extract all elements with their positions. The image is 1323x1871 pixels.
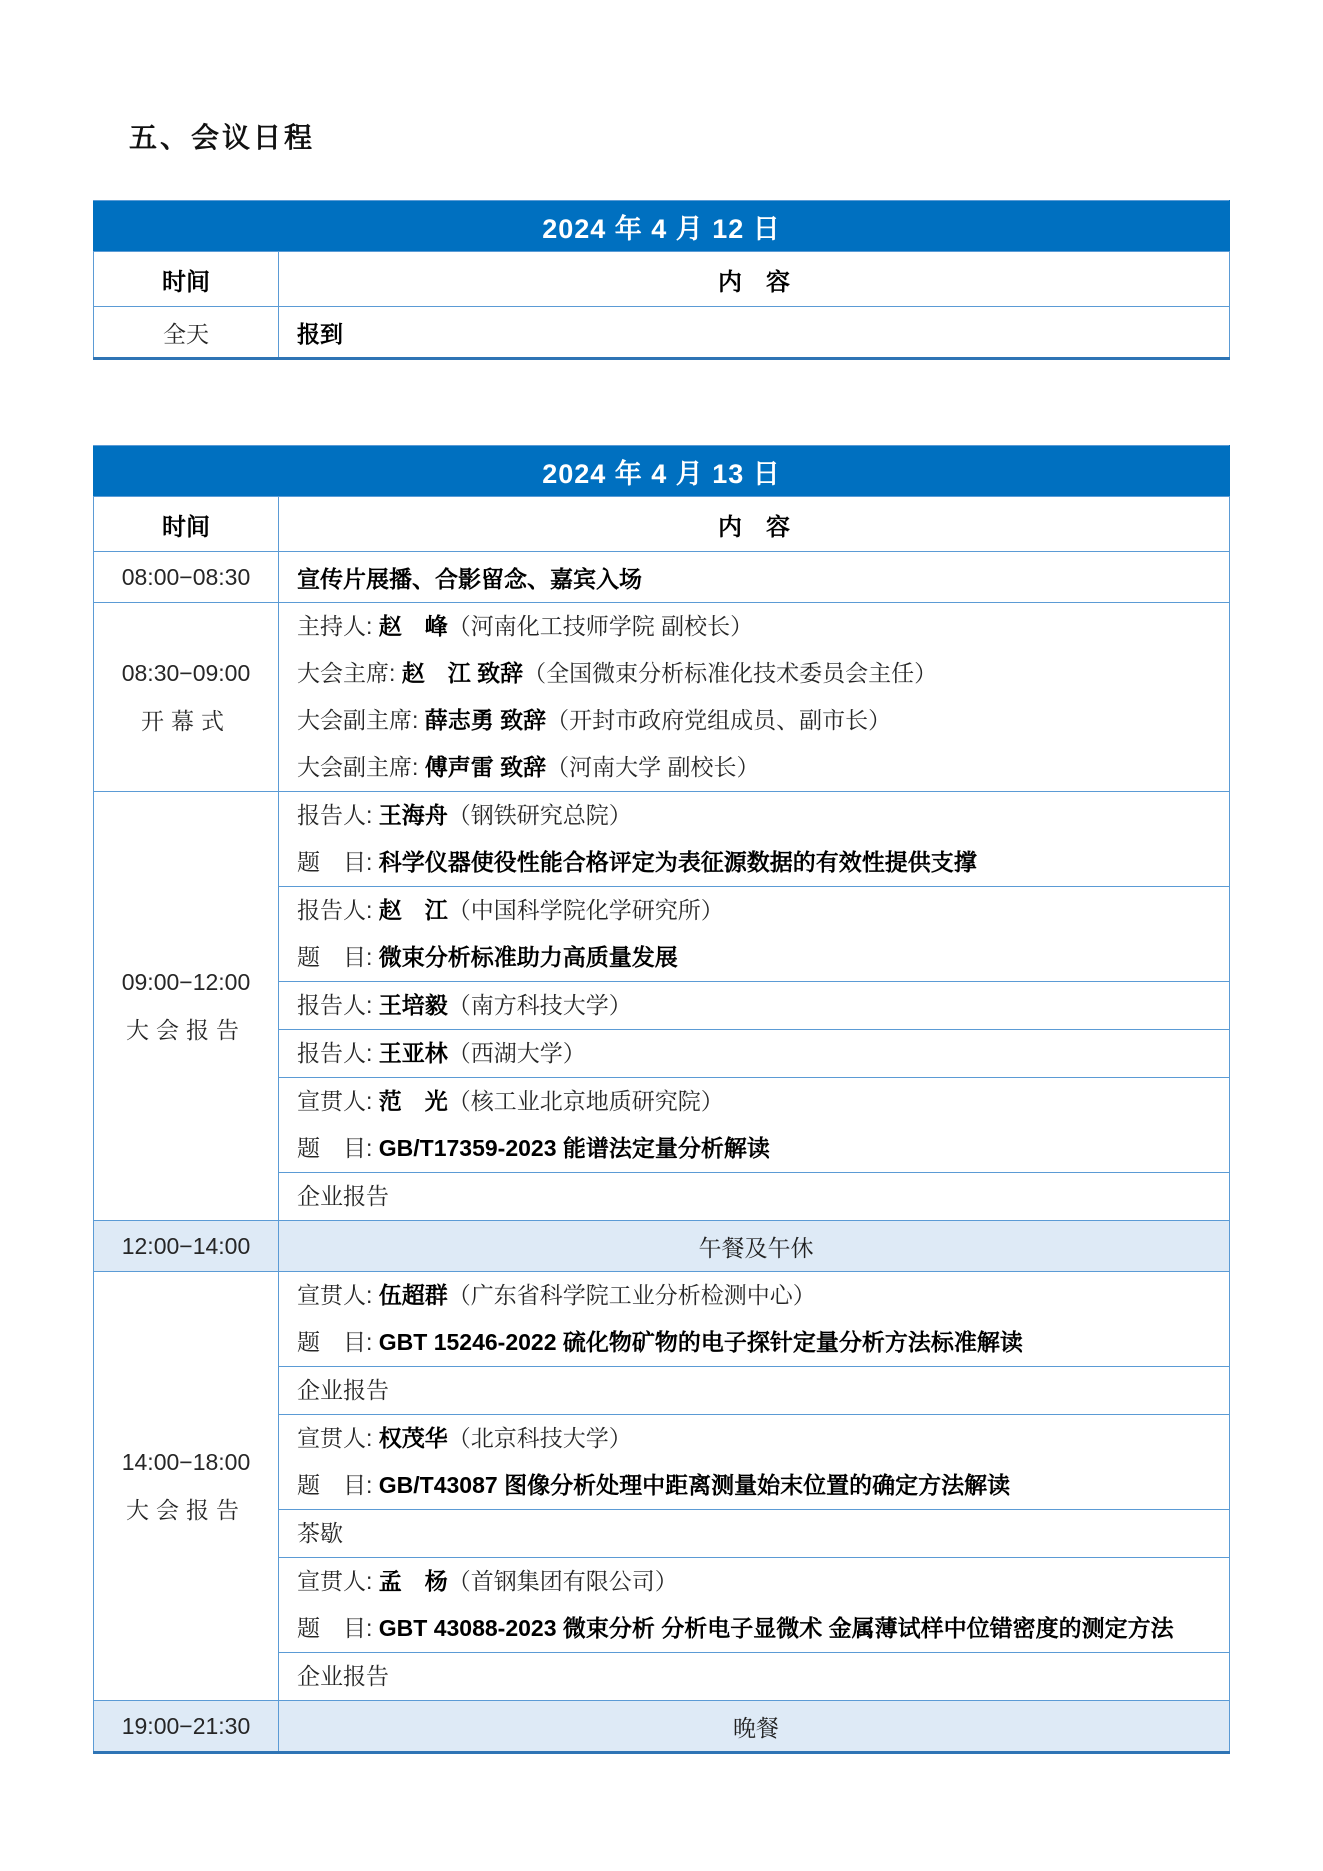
content-cell-speaker [279,1415,1230,1510]
content-cell-speaker [279,982,1230,1030]
person-name: 薛志勇 致辞 [424,707,547,733]
column-header-time: 时间 [94,252,279,307]
content-cell-dinner: 晚餐 [279,1701,1230,1753]
agenda-line [297,887,1215,934]
session-name: 大会报告 [126,1497,246,1523]
affiliation: （广东省科学院工业分析检测中心） [447,1282,816,1308]
agenda-line [297,1367,1215,1414]
topic-label: 题 目: [297,1329,379,1355]
content-cell-company-report [279,1653,1230,1701]
agenda-line [297,1173,1215,1220]
topic-title: GBT 15246-2022 硫化物矿物的电子探针定量分析方法标准解读 [378,1329,1023,1355]
topic-title: GB/T43087 图像分析处理中距离测量始末位置的确定方法解读 [378,1472,1011,1498]
time-range: 08:30−09:00 [121,660,251,686]
topic-label: 题 目: [297,1472,379,1498]
topic-label: 题 目: [297,1135,379,1161]
time-cell: 19:00−21:30 [94,1701,279,1753]
topic-title: GBT 43088-2023 微束分析 分析电子显微术 金属薄试样中位错密度的测定方法 [378,1615,1174,1641]
role-label: 报告人: [297,992,379,1018]
content-cell: 报到 [279,307,1230,359]
session-name: 大会报告 [126,1017,246,1043]
page-title: 五、会议日程 [129,123,316,154]
content-cell-company-report [279,1367,1230,1415]
role-label: 报告人: [297,897,379,923]
agenda-line [297,1653,1215,1700]
role-label: 大会主席: [297,660,402,686]
affiliation: （全国微束分析标准化技术委员会主任） [523,660,938,686]
person-name: 王培毅 [378,992,448,1018]
person-name: 范 光 [378,1088,448,1114]
affiliation: （河南化工技师学院 副校长） [447,613,754,639]
agenda-line [297,744,1215,791]
agenda-line [297,1319,1215,1366]
column-header-row [94,497,1230,552]
agenda-line [297,1415,1215,1462]
person-name: 赵 江 致辞 [401,660,524,686]
time-cell-afternoon [94,1272,279,1701]
role-label: 报告人: [297,1040,379,1066]
plain-text: 茶歇 [297,1520,343,1546]
schedule-table-april-12-wrap [93,200,1230,360]
affiliation: （南方科技大学） [447,992,632,1018]
date-header: 2024 年 4 月 12 日 [94,201,1230,252]
table-row-dinner [94,1701,1230,1753]
role-label: 主持人: [297,613,379,639]
agenda-line [297,1605,1215,1652]
topic-title: GB/T17359-2023 能谱法定量分析解读 [378,1135,770,1161]
content-cell-speaker [279,1078,1230,1173]
agenda-line [297,1272,1215,1319]
agenda-line [297,982,1215,1029]
schedule-table-april-13-wrap [93,445,1230,1754]
agenda-line [297,1558,1215,1605]
schedule-table-april-12 [93,200,1230,360]
topic-label: 题 目: [297,849,379,875]
date-header-row [94,446,1230,497]
affiliation: （西湖大学） [447,1040,586,1066]
content-cell-speaker [279,792,1230,887]
role-label: 大会副主席: [297,707,425,733]
person-name: 傅声雷 致辞 [424,754,547,780]
column-header-row [94,252,1230,307]
role-label: 宣贯人: [297,1088,379,1114]
person-name: 孟 杨 [378,1568,448,1594]
content-cell: 宣传片展播、合影留念、嘉宾入场 [279,552,1230,603]
time-cell-morning [94,792,279,1221]
role-label: 大会副主席: [297,754,425,780]
topic-label: 题 目: [297,944,379,970]
table-row-lunch [94,1221,1230,1272]
affiliation: （核工业北京地质研究院） [447,1088,724,1114]
agenda-line [297,650,1215,697]
content-cell-company-report [279,1173,1230,1221]
content-cell-speaker [279,1558,1230,1653]
agenda-line [297,1510,1215,1557]
affiliation: （钢铁研究总院） [447,802,632,828]
date-header: 2024 年 4 月 13 日 [94,446,1230,497]
time-cell: 全天 [94,307,279,359]
column-header-time: 时间 [94,497,279,552]
table-row-morning-1 [94,792,1230,887]
affiliation: （北京科技大学） [447,1425,632,1451]
time-cell: 08:00−08:30 [94,552,279,603]
time-cell-opening [94,603,279,792]
schedule-table-april-13 [93,445,1230,1754]
role-label: 宣贯人: [297,1568,379,1594]
table-row-intro [94,552,1230,603]
content-cell-speaker [279,887,1230,982]
agenda-line [297,1462,1215,1509]
agenda-line [297,839,1215,886]
content-cell-lunch: 午餐及午休 [279,1221,1230,1272]
content-cell-tea-break [279,1510,1230,1558]
table-row-afternoon-1 [94,1272,1230,1367]
role-label: 宣贯人: [297,1282,379,1308]
plain-text: 企业报告 [297,1183,389,1209]
affiliation: （开封市政府党组成员、副市长） [546,707,892,733]
agenda-line [297,697,1215,744]
table-row [94,307,1230,359]
content-cell-speaker [279,1272,1230,1367]
person-name: 赵 峰 [378,613,448,639]
person-name: 王海舟 [378,802,448,828]
person-name: 赵 江 [378,897,448,923]
topic-label: 题 目: [297,1615,379,1641]
role-label: 报告人: [297,802,379,828]
topic-title: 微束分析标准助力高质量发展 [378,944,678,970]
time-cell: 12:00−14:00 [94,1221,279,1272]
person-name: 王亚林 [378,1040,448,1066]
table-row-opening [94,603,1230,792]
content-cell-speaker [279,1030,1230,1078]
agenda-line [297,934,1215,981]
affiliation: （河南大学 副校长） [546,754,760,780]
agenda-line [297,1078,1215,1125]
time-range: 14:00−18:00 [121,1449,251,1475]
column-header-content: 内 容 [279,497,1230,552]
time-range: 09:00−12:00 [121,969,251,995]
role-label: 宣贯人: [297,1425,379,1451]
session-name: 开幕式 [141,708,231,734]
person-name: 伍超群 [378,1282,448,1308]
affiliation: （中国科学院化学研究所） [447,897,724,923]
plain-text: 企业报告 [297,1663,389,1689]
content-cell-opening [279,603,1230,792]
agenda-line [297,1125,1215,1172]
agenda-line [297,603,1215,650]
agenda-line [297,792,1215,839]
plain-text: 企业报告 [297,1377,389,1403]
column-header-content: 内 容 [279,252,1230,307]
person-name: 权茂华 [378,1425,448,1451]
topic-title: 科学仪器使役性能合格评定为表征源数据的有效性提供支撑 [378,849,977,875]
agenda-page [93,0,1230,1754]
date-header-row [94,201,1230,252]
affiliation: （首钢集团有限公司） [447,1568,678,1594]
agenda-line [297,1030,1215,1077]
